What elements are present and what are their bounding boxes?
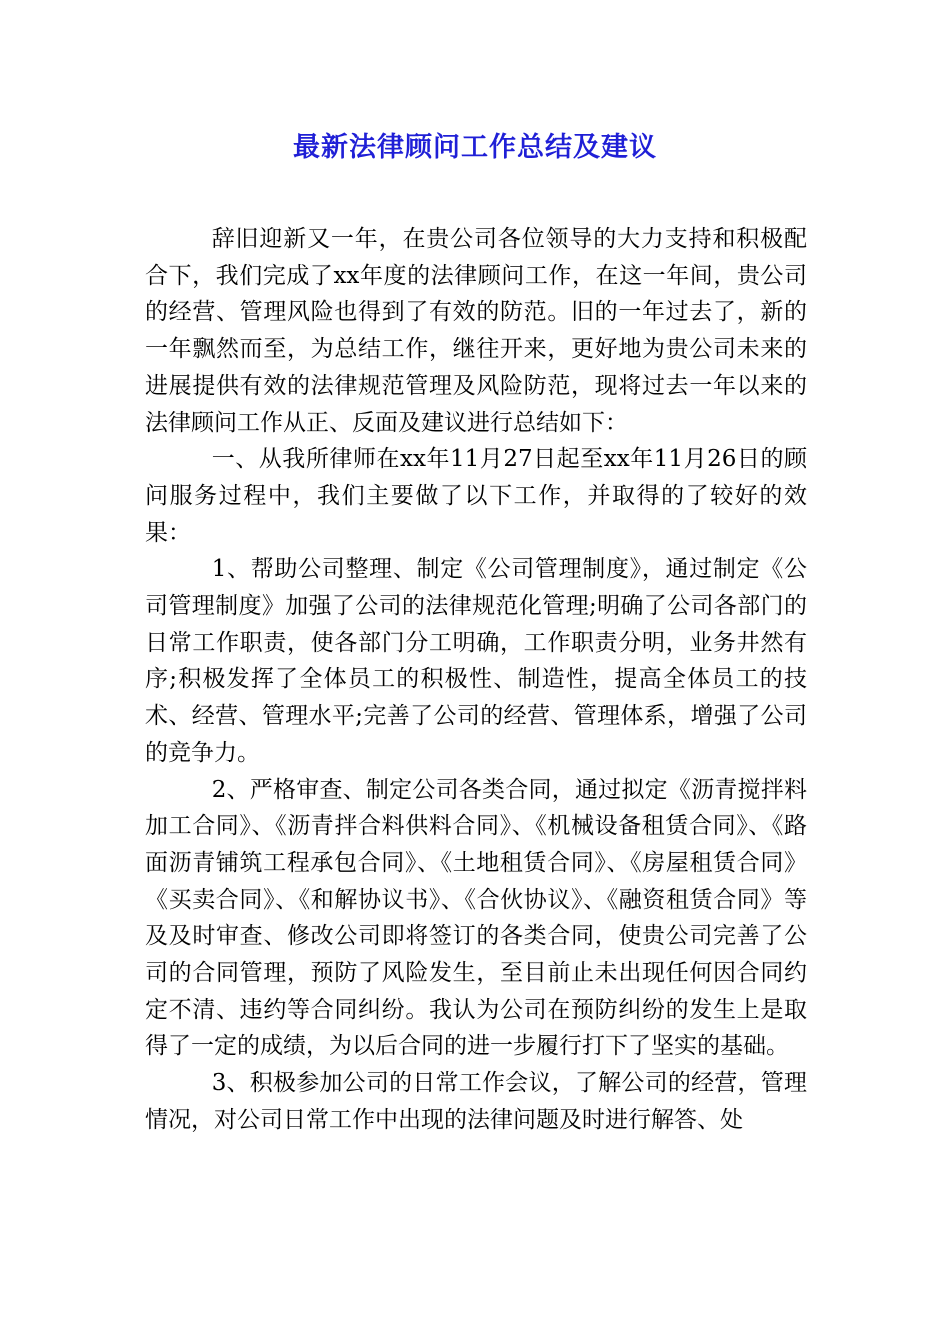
paragraph-item-1: 1、帮助公司整理、制定《公司管理制度》，通过制定《公司管理制度》加强了公司的法律规范化管理;明确了公司各部门的日常工作职责，使各部门分工明确，工作职责分明，业务井然有序;积极发挥了全体员工的积极性、制造性，提高全体员工的技术、经营、管理水平;完善了公司的经营、管理体系，增强了公司的竞争力。 [145,556,807,766]
paragraph-item-3: 3、积极参加公司的日常工作会议，了解公司的经营，管理情况，对公司日常工作中出现的法律问题及时进行解答、处 [145,1070,807,1133]
document-title: 最新法律顾问工作总结及建议 [293,132,657,163]
document-body [145,221,807,1139]
paragraph-section-1: 一、从我所律师在xx年11月27日起至xx年11月26日的顾问服务过程中，我们主要做了以下工作，并取得的了较好的效果： [145,446,807,546]
paragraph-intro: 辞旧迎新又一年，在贵公司各位领导的大力支持和积极配合下，我们完成了xx年度的法律顾问工作，在这一年间，贵公司的经营、管理风险也得到了有效的防范。旧的一年过去了，新的一年飘然而至，为总结工作，继往开来，更好地为贵公司未来的进展提供有效的法律规范管理及风险防范，现将过去一年以来的法律顾问工作从正、反面及建议进行总结如下： [145,226,807,436]
paragraph-item-2: 2、严格审查、制定公司各类合同，通过拟定《沥青搅拌料加工合同》、《沥青拌合料供料合同》、《机械设备租赁合同》、《路面沥青铺筑工程承包合同》、《土地租赁合同》、《房屋租赁合同》《买卖合同》、《和解协议书》、《合伙协议》、《融资租赁合同》等及及时审查、修改公司即将签订的各类合同，使贵公司完善了公司的合同管理，预防了风险发生，至目前止未出现任何因合同约定不清、违约等合同纠纷。我认为公司在预防纠纷的发生上是取得了一定的成绩，为以后合同的进一步履行打下了坚实的基础。 [145,776,807,1060]
